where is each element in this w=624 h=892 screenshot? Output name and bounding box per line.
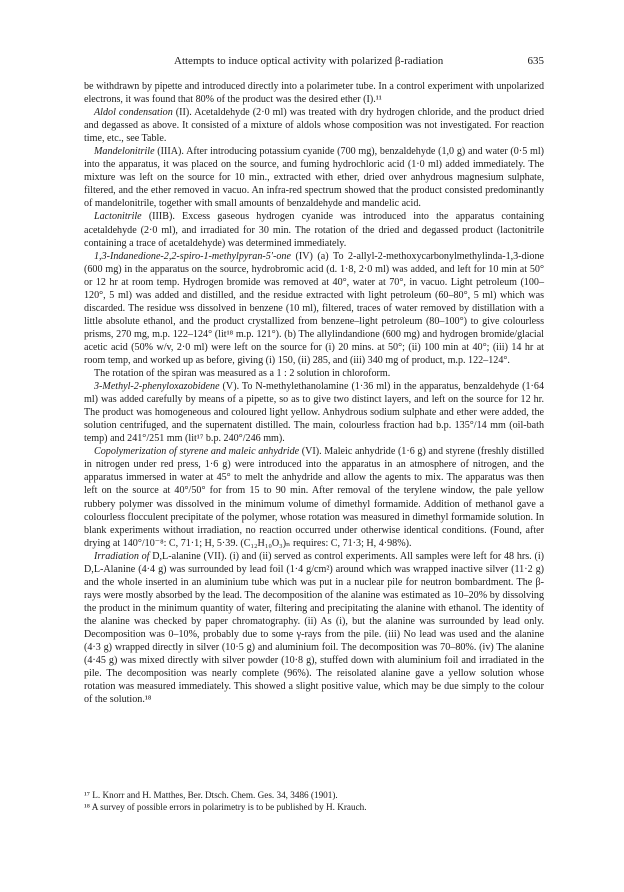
paragraph-heading: Copolymerization of styrene and maleic anhydride xyxy=(94,446,300,458)
paragraph-text: (II). Acetaldehyde (2·0 ml) was treated with dry hydrogen chloride, and the product dried and degassed as above. It consisted of a mixture of aldols whose composition was not investigated. For reaction time, etc., see Table. xyxy=(84,107,544,145)
paragraph-mandelonitrile xyxy=(84,145,544,210)
paragraph-text: (VI). Maleic anhydride (1·6 g) and styrene (freshly distilled in nitrogen under red press, 1·6 g) were introduced into the apparatus in an atmosphere of nitrogen, and the apparatus immersed in water at 45° to melt the anhydride and allow the agents to mix. The apparatus was then left on the source at 40°/50° for from 15 to 90 min. After removal of the terylene window, the pale yellow rubbery polymer was dissolved in the minimum volume of dimethyl formamide. Addition of methanol gave a colourless flocculent precipitate of the polymer, whose rotation was measured in dimethyl formamide solution. In blank experiments without irradiation, no reaction occurred under otherwise identical conditions. (Found, after drying at 140°/10⁻⁸: C, 71·1; H, 5·39. (C₁₂H₁₀O₃)ₙ requires: C, 71·3; H, 4·98%). xyxy=(84,446,544,549)
paragraph-text: (IIIA). After introducing potassium cyanide (700 mg), benzaldehyde (1,0 g) and water (0·5 ml) into the apparatus, it was placed on the source, and fuming hydrochloric acid (1·0 ml) added immediately. The mixture was left on the source for 10 min., extracted with ether, dried over anhydrous magnesium sulphate, filtered, and the ether removed in vacuo. An infra-red spectrum showed that the product consisted predominantly of mandelonitrile, together with small amounts of benzaldehyde and mandelic acid. xyxy=(84,146,544,210)
footnotes xyxy=(84,789,544,813)
paragraph-text: D,L-alanine (VII). (i) and (ii) served as control experiments. All samples were left for 48 hrs. (i) D,L-Alanine (4·4 g) was surrounded by lead foil (1·4 g/cm²) around which was wrapped inactive silver (11·2 g) and the whole inserted in an aluminium tube which was put in a nuclear pile for neutron bombardment. The β-rays were mostly absorbed by the lead. The decomposition of the alanine was estimated as 10–20% by dissolving the product in the minimum quantity of water, filtering and precipitating the alanine with ethanol. The identity of the alanine was checked by paper chromatography. (ii) As (i), but the alanine was surrounded by lead only. Decomposition was 0–10%, probably due to some γ-rays from the pile. (iii) No lead was used and the alanine (4·3 g) wrapped directly in silver (10·5 g) and aluminium foil. The decomposition was 70–80%. (iv) The alanine (4·45 g) was mixed directly with silver powder (10·8 g), stuffed down with aluminium foil and irradiated in the pile. The decomposition was nearly complete (96%). The reisolated alanine gave a yellow solution whose rotation was measured immediately. This showed a slight positive value, which may be due simply to the colour of the solution.¹⁸ xyxy=(84,550,544,706)
paragraph-indanedione-spiran xyxy=(84,250,544,367)
paragraph-heading: Lactonitrile xyxy=(94,211,142,223)
paragraph-spiran-rotation xyxy=(84,367,544,380)
paragraph-continuation xyxy=(84,80,544,106)
footnote: ¹⁷ L. Knorr and H. Matthes, Ber. Dtsch. Chem. Ges. 34, 3486 (1901). xyxy=(84,790,338,800)
paragraph-aldol-condensation xyxy=(84,106,544,145)
paragraph-text: (V). To N-methylethanolamine (1·36 ml) in the apparatus, benzaldehyde (1·64 ml) was added carefully by means of a pipette, so as to give two distinct layers, and left on the source for 12 hr. The product was homogeneous and coloured light yellow. Anhydrous sodium sulphate and ether were added, the solution centrifuged, and the supernatent distilled. The main, colourless fraction had b.p. 135°/14 mm (oil-bath temp) and 241°/251 mm (lit¹⁷ b.p. 240°/246 mm). xyxy=(84,381,544,445)
paragraph-heading: Mandelonitrile xyxy=(94,146,155,158)
paragraph-alanine-irradiation xyxy=(84,550,544,707)
paragraph-text: (IV) (a) To 2-allyl-2-methoxycarbonylmethylinda-1,3-dione (600 mg) in the apparatus on the source, hydrobromic acid (d. 1·8, 2·0 ml) was added, and left for 10 min at 50° or 12 hr at room temp. Hydrogen bromide was removed at 40°, water at 70°, in vacuo. Light petroleum (100–120°, 5 ml) was added and distilled, and the residue extracted with light petroleum (60–80°, 5 ml) which was discarded. The residue wss dissolved in benzene (10 ml), filtered, traces of water removed by distillation with a little absolute ethanol, and the product crystallized from benzene–light petroleum (80–100°) to give colourless prisms, 270 mg, m.p. 122–124° (lit¹⁸ m.p. 121°). (b) The allylindandione (600 mg) and hydrogen bromide/glacial acetic acid (50% w/v, 2·0 ml) were left on the source for (i) 20 mins. at 50°; (ii) 100 min at 40°; (iii) 14 hr at room temp, and worked up as before, giving (i) 150, (ii) 285, and (iii) 340 mg of product, m.p. 122–124°. xyxy=(84,250,544,366)
paragraph-heading: 1,3-Indanedione-2,2-spiro-1-methylpyran-5′-one xyxy=(94,250,291,262)
paragraph-heading: Irradiation of xyxy=(94,550,150,562)
paragraph-text: (IIIB). Excess gaseous hydrogen cyanide was introduced into the apparatus containing acetaldehyde (2·0 ml), and irradiated for 30 min. The rotation of the dried and degassed product (lactonitrile containing a trace of acetaldehyde) was determined immediately. xyxy=(84,211,544,249)
running-title: Attempts to induce optical activity with polarized β-radiation xyxy=(174,55,444,67)
paragraph-heading: Aldol condensation xyxy=(94,107,173,119)
paragraph-text: be withdrawn by pipette and introduced directly into a polarimeter tube. In a control experiment with unpolarized electrons, it was found that 80% of the product was the desired ether (I).¹¹ xyxy=(84,81,544,106)
paragraph-oxazolidine xyxy=(84,380,544,445)
page-number: 635 xyxy=(527,55,544,67)
paragraph-lactonitrile xyxy=(84,210,544,249)
footnote: ¹⁸ A survey of possible errors in polarimetry is to be published by H. Krauch. xyxy=(84,802,367,813)
paragraph-copolymerization xyxy=(84,445,544,549)
article-body xyxy=(84,80,544,706)
paragraph-heading: 3-Methyl-2-phenyloxazobidene xyxy=(94,381,220,393)
paragraph-text: The rotation of the spiran was measured as a 1 : 2 solution in chloroform. xyxy=(94,368,391,380)
